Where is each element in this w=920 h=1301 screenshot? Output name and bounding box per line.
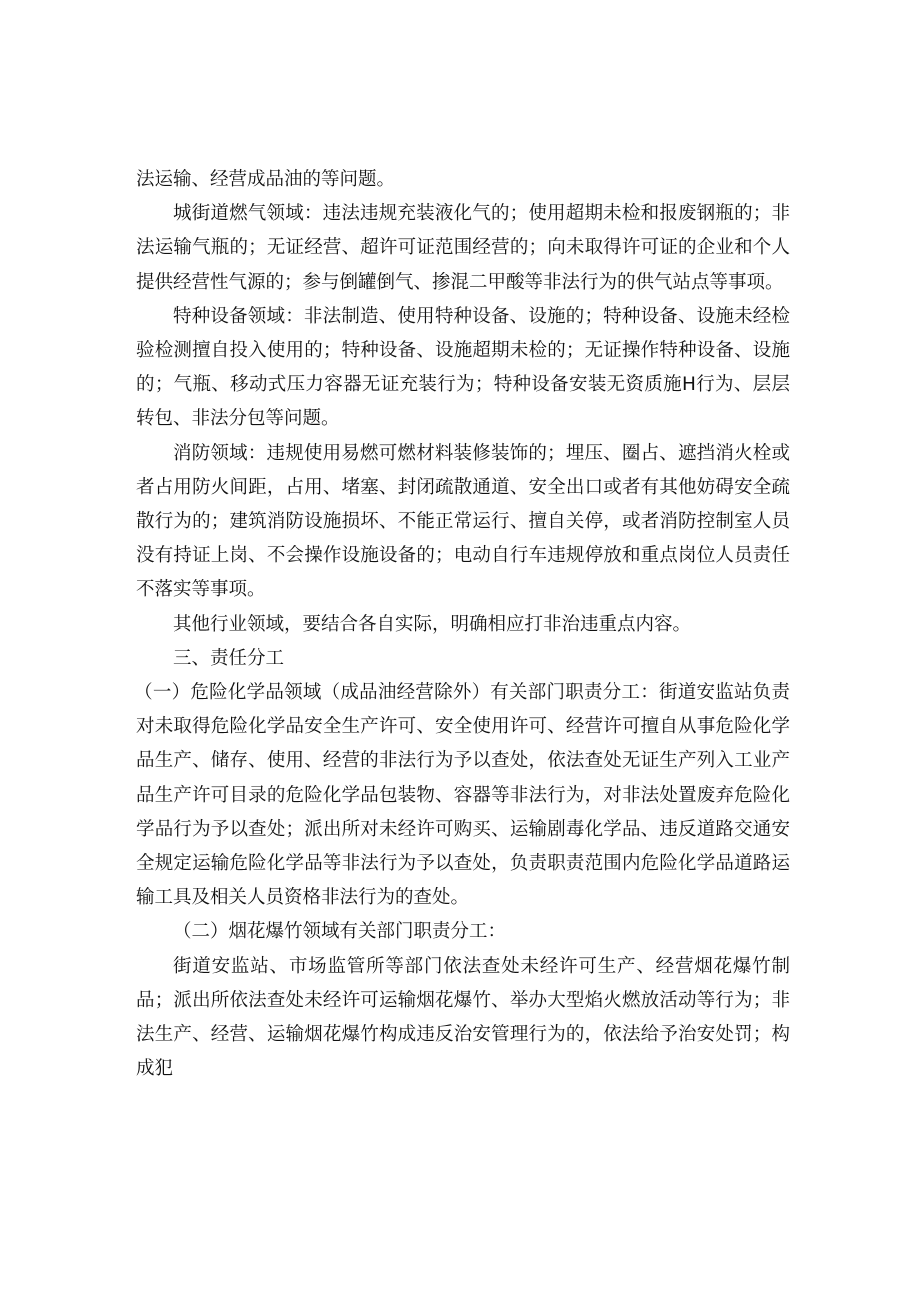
paragraph-other-sectors: 其他行业领域，要结合各自实际，明确相应打非治违重点内容。: [173, 613, 692, 635]
subheading-fireworks: （二）烟花爆竹领域有关部门职责分工：: [173, 921, 507, 943]
paragraph-continuation: 法运输、经营成品油的等问题。: [136, 169, 396, 190]
paragraph-hazardous-chemicals: （一）危险化学品领域（成品油经营除外）有关部门职责分工：街道安监站负责对未取得危险化学品安全生产许可、安全使用许可、经营许可擅自从事危险化学品生产、储存、使用、经营的非法行为予以查处，依法查处无证生产列入工业产品生产许可目录的危险化学品包装物、容器等非法行为，对非法处置废弃危险化学品行为予以查处；派出所对未经许可购买、运输剧毒化学品、违反道路交通安全规定运输危险化学品等非法行为予以查处，负责职责范围内危险化学品道路运输工具及相关人员资格非法行为的查处。: [134, 682, 790, 909]
paragraph-fire-protection: 消防领域：违规使用易燃可燃材料装修装饰的；埋压、圈占、遮挡消火栓或者占用防火间距，占用、堵塞、封闭疏散通道、安全出口或者有其他妨碍安全疏散行为的；建筑消防设施损坏、不能正常运行、擅自关停，或者消防控制室人员没有持证上岗、不会操作设施设备的；电动自行车违规停放和重点岗位人员责任不落实等事项。: [136, 442, 790, 601]
paragraph-fireworks-duties: 街道安监站、市场监管所等部门依法查处未经许可生产、经营烟花爆竹制品；派出所依法查处未经许可运输烟花爆竹、举办大型焰火燃放活动等行为；非法生产、经营、运输烟花爆竹构成违反治安管理行为的，依法给予治安处罚；构成犯: [136, 955, 790, 1080]
paragraph-gas-sector: 城街道燃气领域：违法违规充装液化气的；使用超期未检和报废钢瓶的；非法运输气瓶的；无证经营、超许可证范围经营的；向未取得许可证的企业和个人提供经营性气源的；参与倒罐倒气、掺混二甲酸等非法行为的供气站点等事项。: [136, 203, 790, 293]
document-body: [136, 163, 790, 1086]
section-heading-responsibilities: 三、责任分工: [173, 647, 285, 669]
paragraph-special-equipment: 特种设备领域：非法制造、使用特种设备、设施的；特种设备、设施未经检验检测擅自投入使用的；特种设备、设施超期未检的；无证操作特种设备、设施的；气瓶、移动式压力容器无证充装行为；特种设备安装无资质施H行为、层层转包、非法分包等问题。: [136, 305, 790, 430]
